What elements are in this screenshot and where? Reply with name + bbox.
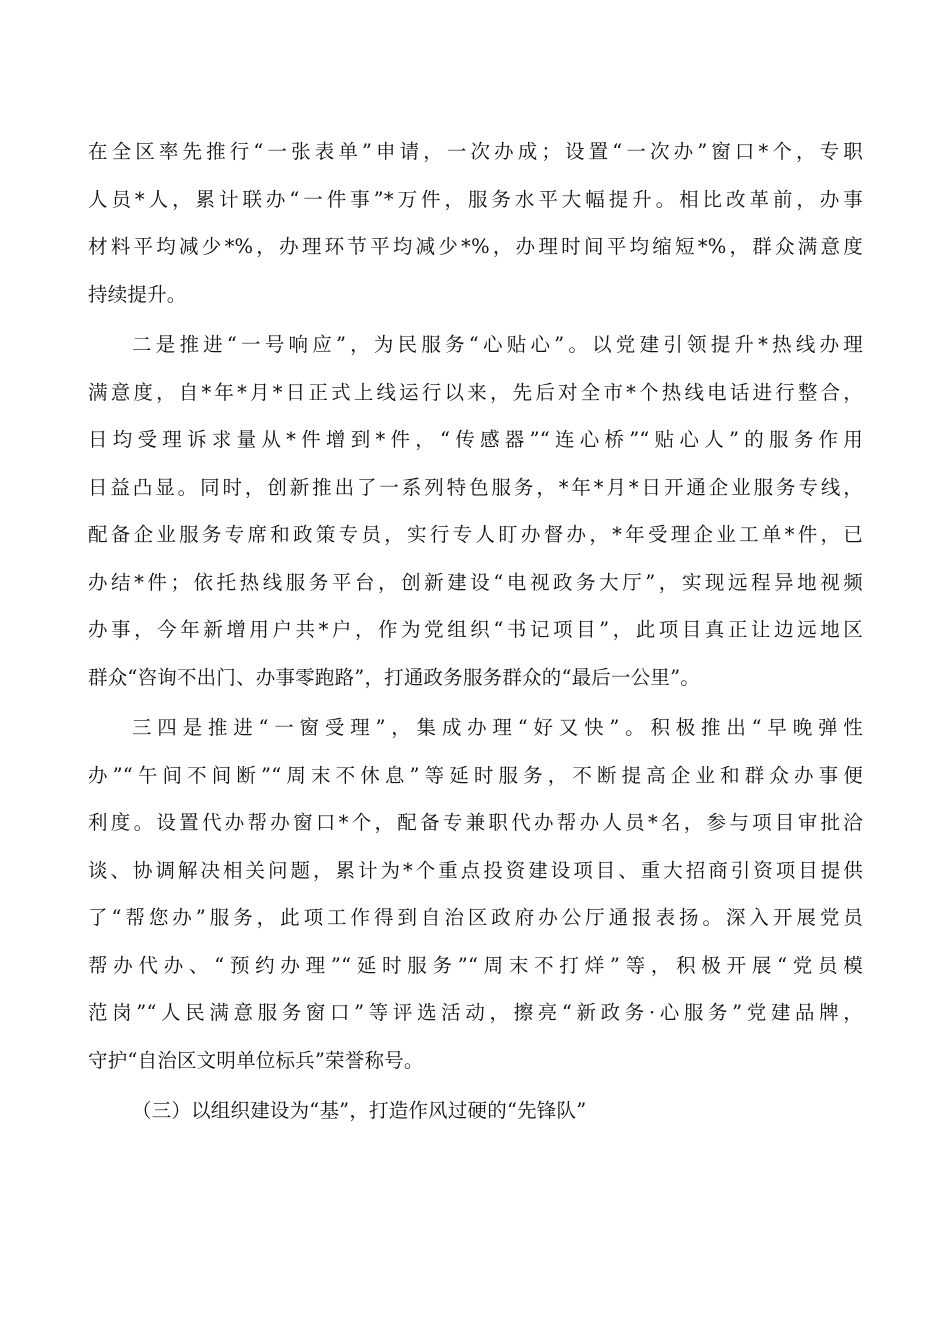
section-heading: （三）以组织建设为“基”，打造作风过硬的“先锋队” bbox=[132, 1099, 587, 1122]
text-line: 二是推进“一号响应”，为民服务“心贴心”。以党建引领提升*热线办理 bbox=[132, 333, 863, 356]
text-line: 材料平均减少*%，办理环节平均减少*%，办理时间平均缩短*%，群众满意度 bbox=[88, 235, 863, 258]
paragraph-item-2 bbox=[88, 321, 863, 701]
text-line: 利度。设置代办帮办窗口*个，配备专兼职代办帮办人员*名，参与项目审批洽 bbox=[88, 811, 863, 834]
text-line: 办结*件；依托热线服务平台，创新建设“电视政务大厅”，实现远程异地视频 bbox=[88, 570, 863, 594]
document-body bbox=[88, 128, 863, 1135]
paragraph-item-3-4 bbox=[88, 704, 863, 1084]
text-line: 配备企业服务专席和政策专员，实行专人盯办督办，*年受理企业工单*件，已 bbox=[88, 523, 863, 546]
text-line: 人员*人，累计联办“一件事”*万件，服务水平大幅提升。相比改革前，办事 bbox=[88, 187, 863, 211]
text-line: 守护“自治区文明单位标兵”荣誉称号。 bbox=[88, 1048, 424, 1072]
text-line: 日益凸显。同时，创新推出了一系列特色服务，*年*月*日开通企业服务专线， bbox=[88, 475, 863, 499]
text-line: 在全区率先推行“一张表单”申请，一次办成；设置“一次办”窗口*个，专职 bbox=[88, 140, 863, 163]
text-line: 满意度，自*年*月*日正式上线运行以来，先后对全市*个热线电话进行整合， bbox=[88, 380, 863, 404]
text-line: 办”“午间不间断”“周末不休息”等延时服务，不断提高企业和群众办事便 bbox=[88, 763, 863, 787]
text-line: 三四是推进“一窗受理”，集成办理“好又快”。积极推出“早晚弹性 bbox=[132, 716, 863, 739]
text-line: 帮办代办、“预约办理”“延时服务”“周末不打烊”等，积极开展“党员模 bbox=[88, 953, 863, 977]
text-line: 谈、协调解决相关问题，累计为*个重点投资建设项目、重大招商引资项目提供 bbox=[88, 858, 863, 882]
text-line: 范岗”“人民满意服务窗口”等评选活动，擦亮“新政务·心服务”党建品牌， bbox=[88, 1001, 863, 1024]
text-line: 日均受理诉求量从*件增到*件，“传感器”“连心桥”“贴心人”的服务作用 bbox=[88, 428, 863, 451]
text-line: 群众“咨询不出门、办事零跑路”，打通政务服务群众的“最后一公里”。 bbox=[88, 665, 700, 689]
text-line: 办事，今年新增用户共*户，作为党组织“书记项目”，此项目真正让边远地区 bbox=[88, 618, 863, 641]
paragraph-continuation bbox=[88, 128, 863, 318]
text-line: 了“帮您办”服务，此项工作得到自治区政府办公厅通报表扬。深入开展党员 bbox=[88, 906, 863, 929]
text-line: 持续提升。 bbox=[88, 282, 187, 306]
